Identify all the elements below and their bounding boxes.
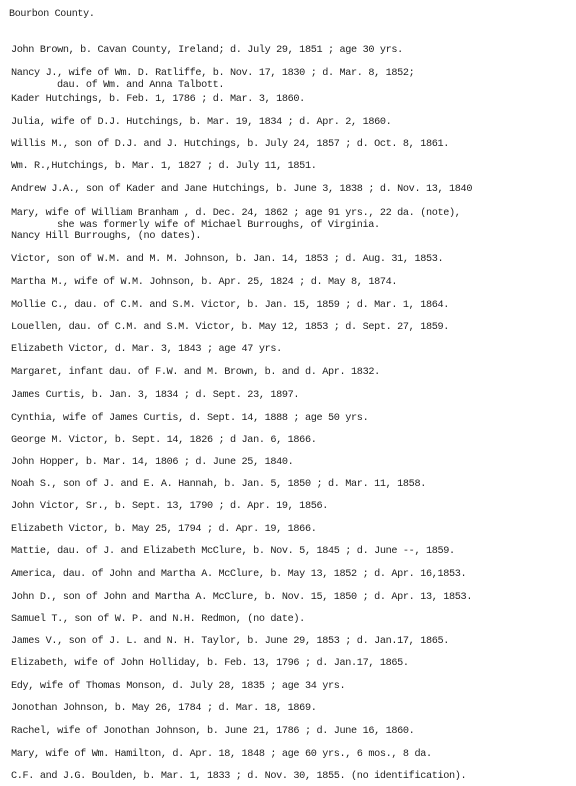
record-entry: C.F. and J.G. Boulden, b. Mar. 1, 1833 ; d. Nov. 30, 1855. (no identification).	[11, 770, 467, 782]
record-entry: Andrew J.A., son of Kader and Jane Hutchings, b. June 3, 1838 ; d. Nov. 13, 1840	[11, 184, 473, 196]
record-entry-continuation: she was formerly wife of Michael Burroughs, of Virginia.	[57, 219, 380, 231]
record-entry: John Victor, Sr., b. Sept. 13, 1790 ; d. Apr. 19, 1856.	[11, 501, 328, 513]
record-entry: Julia, wife of D.J. Hutchings, b. Mar. 19, 1834 ; d. Apr. 2, 1860.	[11, 117, 392, 129]
record-entry: John Hopper, b. Mar. 14, 1806 ; d. June 25, 1840.	[11, 457, 294, 469]
record-entry: Nancy Hill Burroughs, (no dates).	[11, 231, 202, 243]
record-entry: Samuel T., son of W. P. and N.H. Redmon, (no date).	[11, 613, 305, 625]
record-entry: Elizabeth Victor, b. May 25, 1794 ; d. Apr. 19, 1866.	[11, 523, 317, 535]
record-entry-continuation: dau. of Wm. and Anna Talbott.	[57, 79, 225, 91]
record-entry: Cynthia, wife of James Curtis, d. Sept. 14, 1888 ; age 50 yrs.	[11, 413, 369, 424]
record-entry: America, dau. of John and Martha A. McClure, b. May 13, 1852 ; d. Apr. 16,1853.	[11, 568, 467, 580]
record-entry: Martha M., wife of W.M. Johnson, b. Apr. 25, 1824 ; d. May 8, 1874.	[11, 276, 398, 288]
record-entry: Mary, wife of Wm. Hamilton, d. Apr. 18, 1848 ; age 60 yrs., 6 mos., 8 da.	[11, 749, 432, 761]
record-entry: Rachel, wife of Jonothan Johnson, b. June 21, 1786 ; d. June 16, 1860.	[11, 726, 415, 738]
record-entry: John Brown, b. Cavan County, Ireland; d. July 29, 1851 ; age 30 yrs.	[11, 45, 403, 56]
record-entry: Wm. R.,Hutchings, b. Mar. 1, 1827 ; d. July 11, 1851.	[11, 161, 317, 173]
record-entry: Elizabeth Victor, d. Mar. 3, 1843 ; age 47 yrs.	[11, 343, 282, 355]
record-entry: Mattie, dau. of J. and Elizabeth McClure, b. Nov. 5, 1845 ; d. June --, 1859.	[11, 545, 455, 557]
record-entry: Kader Hutchings, b. Feb. 1, 1786 ; d. Mar. 3, 1860.	[11, 94, 305, 105]
record-entry: Mollie C., dau. of C.M. and S.M. Victor, b. Jan. 15, 1859 ; d. Mar. 1, 1864.	[11, 299, 450, 311]
record-entry: Margaret, infant dau. of F.W. and M. Brown, b. and d. Apr. 1832.	[11, 366, 380, 378]
record-entry: James V., son of J. L. and N. H. Taylor, b. June 29, 1853 ; d. Jan.17, 1865.	[11, 635, 450, 647]
record-entry: Victor, son of W.M. and M. M. Johnson, b. Jan. 14, 1853 ; d. Aug. 31, 1853.	[11, 253, 444, 265]
county-title: Bourbon County.	[9, 9, 95, 20]
record-entry: Edy, wife of Thomas Monson, d. July 28, 1835 ; age 34 yrs.	[11, 681, 346, 693]
record-entry: Willis M., son of D.J. and J. Hutchings, b. July 24, 1857 ; d. Oct. 8, 1861.	[11, 139, 450, 151]
record-entry: Mary, wife of William Branham , d. Dec. 24, 1862 ; age 91 yrs., 22 da. (note),	[11, 208, 461, 220]
record-entry: James Curtis, b. Jan. 3, 1834 ; d. Sept. 23, 1897.	[11, 390, 300, 401]
record-entry: Nancy J., wife of Wm. D. Ratliffe, b. Nov. 17, 1830 ; d. Mar. 8, 1852;	[11, 68, 415, 80]
record-entry: Elizabeth, wife of John Holliday, b. Feb. 13, 1796 ; d. Jan.17, 1865.	[11, 658, 409, 669]
record-entry: George M. Victor, b. Sept. 14, 1826 ; d Jan. 6, 1866.	[11, 435, 317, 447]
record-entry: Noah S., son of J. and E. A. Hannah, b. Jan. 5, 1850 ; d. Mar. 11, 1858.	[11, 479, 426, 491]
record-entry: John D., son of John and Martha A. McClure, b. Nov. 15, 1850 ; d. Apr. 13, 1853.	[11, 591, 473, 603]
record-entry: Louellen, dau. of C.M. and S.M. Victor, b. May 12, 1853 ; d. Sept. 27, 1859.	[11, 321, 450, 333]
record-entry: Jonothan Johnson, b. May 26, 1784 ; d. Mar. 18, 1869.	[11, 703, 317, 715]
